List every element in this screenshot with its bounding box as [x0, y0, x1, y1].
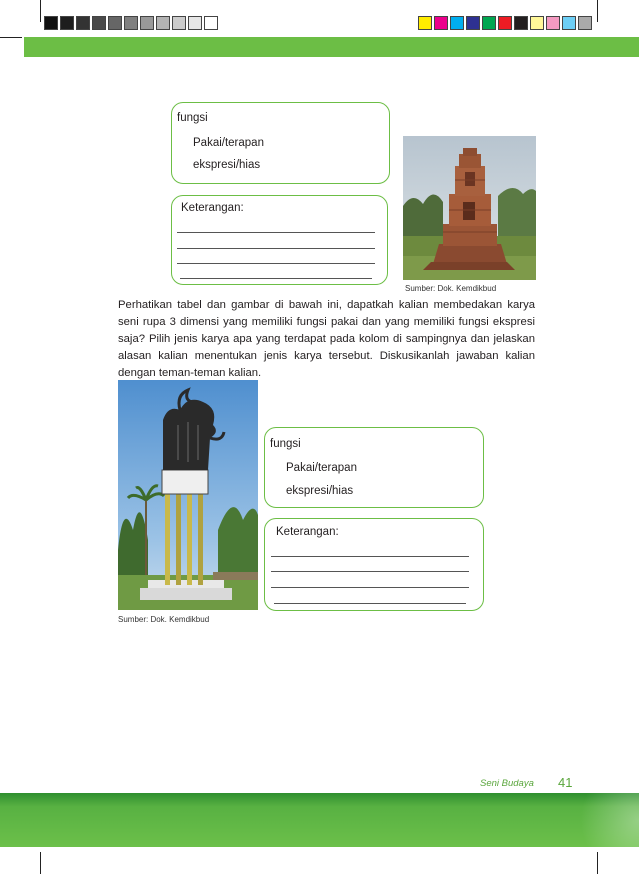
crop-mark — [0, 37, 22, 38]
crop-mark — [597, 852, 598, 874]
calibration-swatch — [108, 16, 122, 30]
option-expressive[interactable]: ekspresi/hias — [286, 485, 354, 497]
calibration-swatch — [140, 16, 154, 30]
crop-mark — [40, 852, 41, 874]
calibration-swatch — [562, 16, 576, 30]
answer-line[interactable] — [177, 248, 375, 249]
function-heading: fungsi — [270, 438, 301, 450]
function-heading: fungsi — [177, 112, 208, 124]
monument-photo — [118, 380, 258, 610]
footer-band-highlight — [560, 793, 639, 847]
temple-photo — [403, 136, 536, 280]
calibration-swatch — [530, 16, 544, 30]
header-band — [24, 37, 639, 57]
calibration-swatch — [204, 16, 218, 30]
calibration-swatch — [76, 16, 90, 30]
calibration-swatch — [466, 16, 480, 30]
answer-line[interactable] — [177, 263, 375, 264]
calibration-swatch — [156, 16, 170, 30]
answer-line[interactable] — [180, 278, 372, 279]
calibration-swatch — [450, 16, 464, 30]
option-practical[interactable]: Pakai/terapan — [193, 137, 264, 149]
instruction-paragraph: Perhatikan tabel dan gambar di bawah ini, dapatkah kalian membedakan karya seni rupa 3 dimensi yang memiliki fungsi pakai dan yang memiliki fungsi ekspresi saja? Pilih jenis karya apa yang terdapat pada kolom di sampingnya dan jelaskan alasan kalian menentukan jenis karya tersebut. Diskusikanlah jawaban kalian dengan teman-teman kalian. — [118, 299, 535, 379]
calibration-swatch — [124, 16, 138, 30]
option-expressive[interactable]: ekspresi/hias — [193, 159, 261, 171]
calibration-swatch — [434, 16, 448, 30]
calibration-swatch — [188, 16, 202, 30]
book-title: Seni Budaya — [480, 778, 534, 789]
answer-line[interactable] — [271, 556, 469, 557]
page-number: 41 — [558, 775, 573, 790]
calibration-swatch — [514, 16, 528, 30]
calibration-swatch — [546, 16, 560, 30]
calibration-swatch — [92, 16, 106, 30]
crop-mark — [597, 0, 598, 22]
answer-line[interactable] — [271, 587, 469, 588]
calibration-swatch — [44, 16, 58, 30]
footer-band — [0, 793, 639, 847]
answer-line[interactable] — [271, 571, 469, 572]
calibration-swatch — [578, 16, 592, 30]
calibration-swatch — [418, 16, 432, 30]
monument-photo-caption: Sumber: Dok. Kemdikbud — [118, 615, 210, 624]
notes-label: Keterangan: — [181, 202, 244, 214]
answer-line[interactable] — [177, 232, 375, 233]
answer-line[interactable] — [274, 603, 466, 604]
temple-photo-caption: Sumber: Dok. Kemdikbud — [405, 284, 497, 293]
calibration-swatch — [482, 16, 496, 30]
calibration-swatch — [498, 16, 512, 30]
calibration-swatch — [60, 16, 74, 30]
notes-label: Keterangan: — [276, 526, 339, 538]
crop-mark — [40, 0, 41, 22]
option-practical[interactable]: Pakai/terapan — [286, 462, 357, 474]
calibration-swatch — [172, 16, 186, 30]
